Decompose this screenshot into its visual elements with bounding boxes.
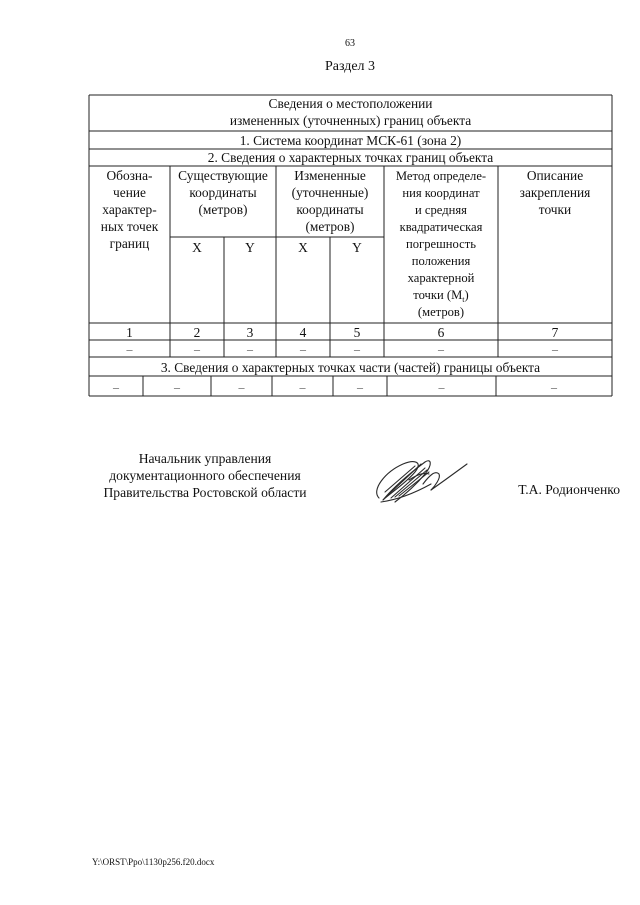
svg-text:–: – [438,380,445,394]
svg-text:Метод определе-: Метод определе- [395,169,487,183]
svg-text:–: – [126,342,133,356]
section-title: Раздел 3 [324,59,376,74]
svg-text:3: 3 [246,325,254,340]
file-path: Y:\ORST\Ppo\1130p256.f20.docx [92,857,215,867]
svg-text:–: – [552,342,558,356]
svg-text:Обозна-: Обозна- [106,168,153,183]
svg-text:(метров): (метров) [417,305,465,319]
svg-text:чение: чение [113,185,146,200]
svg-text:ных точек: ных точек [100,219,159,234]
svg-text:закрепления: закрепления [519,185,591,200]
svg-text:–: – [300,342,306,356]
page-number: 63 [345,38,355,49]
svg-text:2: 2 [193,325,201,340]
svg-text:положения: положения [411,254,471,268]
svg-text:(уточненные): (уточненные) [291,185,369,200]
header-existing-coordinates [178,168,268,217]
svg-text:4: 4 [299,325,307,340]
svg-text:5: 5 [353,325,361,340]
points-title-row: 2. Сведения о характерных точках границ объекта [207,150,494,165]
empty-parts-row [112,380,558,394]
signer-title [80,450,330,501]
svg-text:координаты: координаты [296,202,364,217]
axis-label-x: X [192,240,202,255]
axis-label-y: Y [245,240,255,255]
svg-text:–: – [438,342,444,356]
svg-text:координаты: координаты [189,185,257,200]
signer-title-line: документационного обеспечения [109,468,301,483]
svg-text:1: 1 [126,325,133,340]
header-changed-coordinates [292,168,369,234]
signer-title-line: Начальник управления [138,451,272,466]
svg-text:точки: точки [538,202,572,217]
svg-text:–: – [174,380,180,394]
svg-text:квадратическая: квадратическая [399,220,483,234]
coord-system-row: 1. Система координат МСК-61 (зона 2) [239,133,462,148]
svg-text:–: – [551,380,557,394]
svg-text:Описание: Описание [526,168,584,183]
svg-text:–: – [354,342,360,356]
svg-text:Существующие: Существующие [178,168,268,183]
parts-title-row: 3. Сведения о характерных точках части (частей) границы объекта [160,360,541,375]
table-title-line: Сведения о местоположении [268,96,433,111]
svg-text:характерной: характерной [407,271,475,285]
table-title-line: измененных (уточненных) границ объекта [229,113,472,128]
svg-text:ния координат: ния координат [402,186,480,200]
handwritten-signature [365,450,475,510]
svg-text:–: – [194,342,200,356]
axis-label-y: Y [352,240,362,255]
svg-text:(метров): (метров) [305,219,355,234]
svg-text:–: – [247,342,253,356]
svg-text:характер-: характер- [102,202,157,217]
svg-text:6: 6 [437,325,445,340]
svg-text:7: 7 [551,325,559,340]
svg-text:и средняя: и средняя [415,203,467,217]
svg-text:(метров): (метров) [198,202,248,217]
svg-text:–: – [299,380,306,394]
column-numbers-row [126,325,559,340]
svg-text:–: – [113,380,119,394]
svg-text:Измененные: Измененные [294,168,366,183]
header-description [520,168,591,217]
header-designation [101,168,159,251]
svg-text:границ: границ [109,236,150,251]
svg-text:погрешность: погрешность [406,237,476,251]
svg-text:–: – [238,380,245,394]
header-method [396,169,486,319]
svg-text:–: – [357,380,363,394]
signer-title-line: Правительства Ростовской области [103,485,307,500]
empty-points-row [126,342,560,356]
svg-text:точки (Mt): точки $(M_t)$ [413,288,469,304]
axis-label-x: X [298,240,308,255]
signer-name: Т.А. Родионченко [518,482,620,497]
